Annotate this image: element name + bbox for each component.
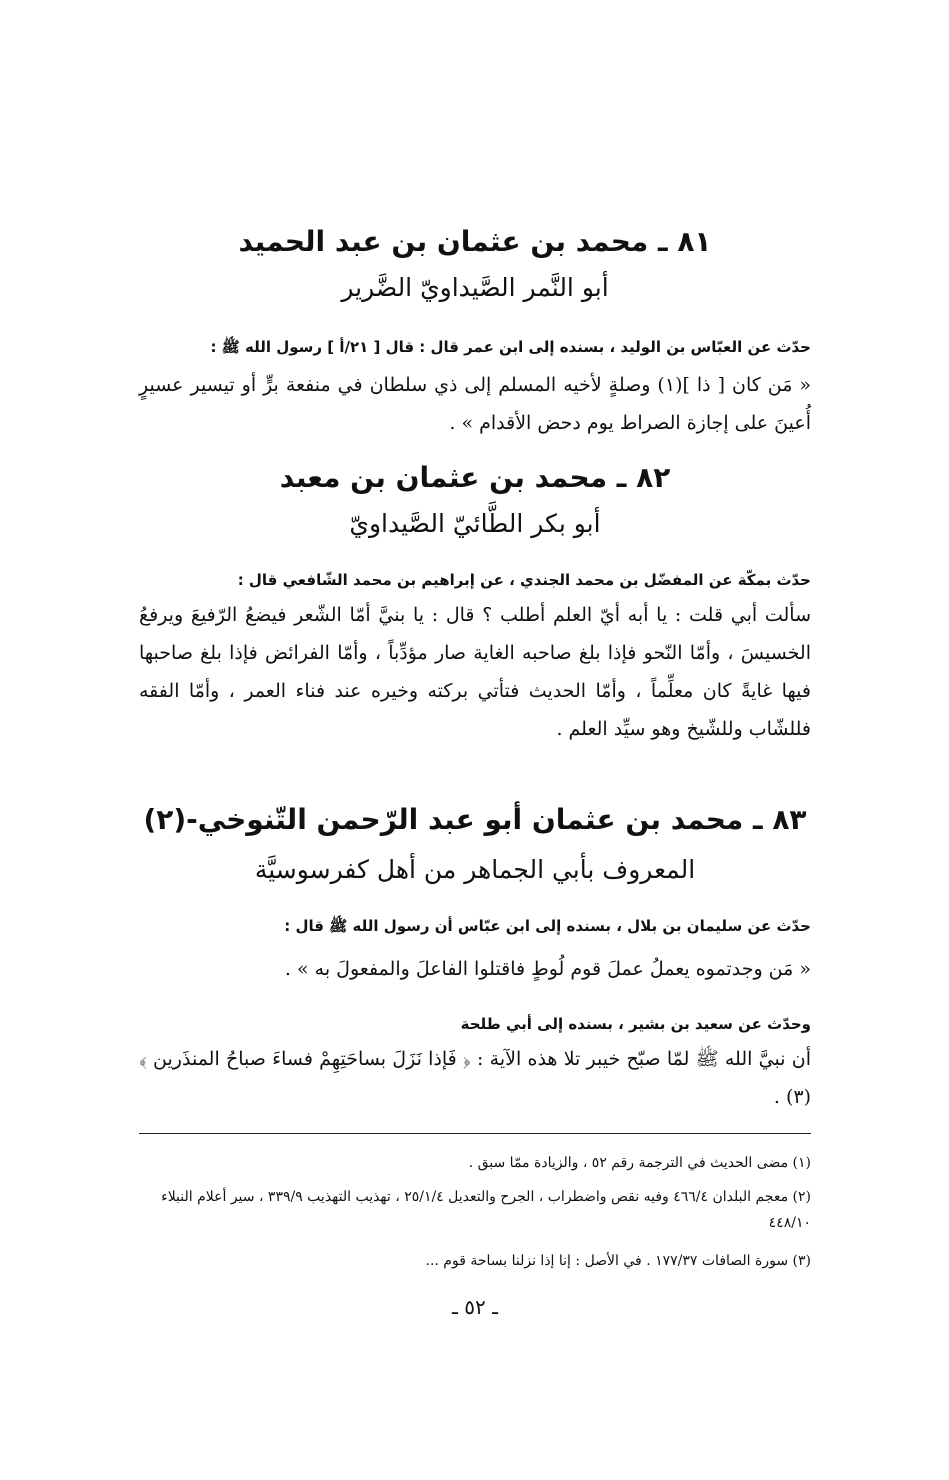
entry-83-isnad-2: وحدّث عن سعيد بن بشير ، بسنده إلى أبي طلحة — [460, 1015, 811, 1033]
entry-83-body-2: أن نبيَّ الله ﷺ لمّا صبّح خيبر تلا هذه الآية : ﴿ فَإذا نَزَلَ بساحَتِهِمْ فساءَ صباحُ المنذَرين ﴾(٣) . — [139, 1048, 811, 1108]
entry-81-title: ٨١ ـ محمد بن عثمان بن عبد الحميد — [238, 225, 712, 258]
entry-82-body: سألت أبي قلت : يا أبه أيّ العلم أطلب ؟ قال : يا بنيَّ أمّا الشّعر فيضعُ الرّفيعَ ويرفعُ الخسيسَ ، وأمّا النّحو فإذا بلغ صاحبه الغاية صار مؤدِّباً ، وأمّا الفرائض فإذا بلغ صاحبها فيها غايةً كان معلِّماً ، وأمّا الحديث فتأتي بركته وخيره عند فناء العمر ، وأمّا الفقه فللشّاب وللشّيخ وهو سيِّد العلم . — [139, 604, 811, 740]
footnote-3: (٣) سورة الصافات ١٧٧/٣٧ . في الأصل : إنا إذا نزلنا بساحة قوم ... — [425, 1253, 811, 1269]
entry-81-subtitle: أبو النَّمر الصَّيداويّ الضَّرير — [341, 273, 609, 302]
page-number: ـ ٥٢ ـ — [452, 1295, 498, 1319]
entry-83-title: ٨٣ ـ محمد بن عثمان أبو عبد الرّحمن التّنوخي-(٢) — [143, 803, 807, 836]
entry-83-body: « مَن وجدتموه يعملُ عملَ قوم لُوطٍ فاقتلوا الفاعلَ والمفعولَ به » . — [284, 958, 811, 980]
entry-83-subtitle: المعروف بأبي الجماهر من أهل كفرسوسيَّة — [254, 855, 696, 884]
footnote-1: (١) مضى الحديث في الترجمة رقم ٥٢ ، والزيادة ممّا سبق . — [468, 1155, 811, 1171]
entry-83-isnad: حدّث عن سليمان بن بلال ، بسنده إلى ابن عبّاس أن رسول الله ﷺ قال : — [284, 917, 811, 935]
entry-81-body: « مَن كان [ ذا ](١) وصلةٍ لأخيه المسلم إلى ذي سلطان في منفعة برٍّ أو تيسير عسيرٍ أُعينَ على إجازة الصراط يوم دحض الأقدام » . — [139, 374, 811, 434]
footnote-2: (٢) معجم البلدان ٤٦٦/٤ وفيه نقص واضطراب ، الجرح والتعديل ٢٥/١/٤ ، تهذيب التهذيب ٣٣٩/٩ ، سير أعلام النبلاء ٤٤٨/١٠ — [161, 1189, 811, 1231]
entry-81-isnad: حدّث عن العبّاس بن الوليد ، بسنده إلى ابن عمر قال : قال [ ٢١/أ ] رسول الله ﷺ : — [210, 338, 811, 356]
entry-82-title: ٨٢ ـ محمد بن عثمان بن معبد — [279, 461, 671, 494]
entry-82-isnad: حدّث بمكّة عن المفضّل بن محمد الجندي ، عن إبراهيم بن محمد الشّافعي قال : — [237, 571, 811, 589]
entry-82-subtitle: أبو بكر الطَّائيّ الصَّيداويّ — [349, 509, 601, 538]
footnote-divider — [139, 1133, 811, 1134]
